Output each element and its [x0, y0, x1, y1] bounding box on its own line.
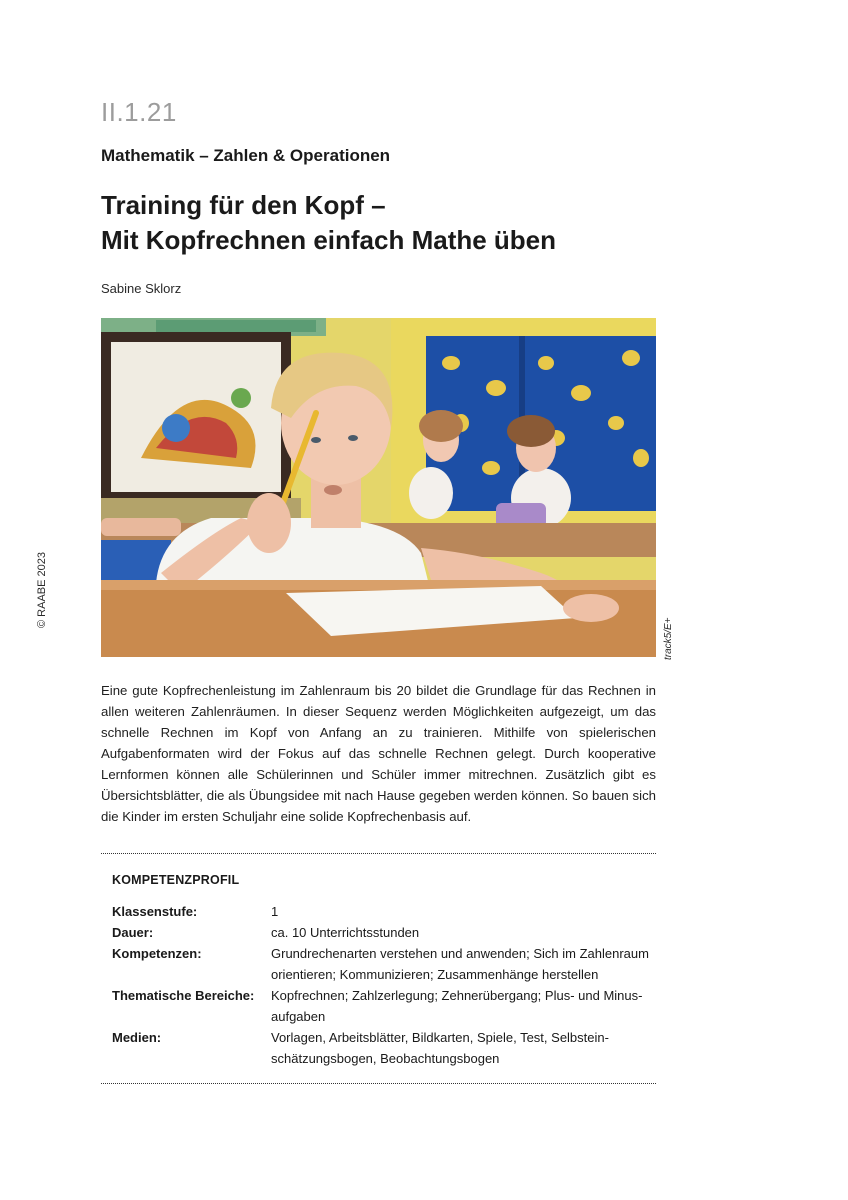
divider-bottom	[101, 1083, 656, 1084]
profile-label: Kompetenzen:	[112, 946, 202, 961]
profile-row	[112, 922, 652, 943]
subject-heading: Mathematik – Zahlen & Operationen	[101, 146, 391, 165]
copyright-notice: © RAABE 2023	[36, 552, 48, 628]
profile-row	[112, 1027, 652, 1069]
title-line-2: Mit Kopfrechnen einfach Mathe üben	[101, 225, 557, 255]
document-title	[101, 188, 556, 258]
photo-credit: track5/E+	[663, 617, 674, 660]
document-code: II.1.21	[101, 97, 177, 127]
profile-value: Vorlagen, Arbeitsblätter, Bildkarten, Spiele, Test, Selbsteinschätzungsbogen, Beobachtungsbogen	[271, 1030, 609, 1066]
profile-label: Dauer:	[112, 925, 154, 940]
profile-label: Klassenstufe:	[112, 904, 198, 919]
competence-profile	[112, 901, 652, 1069]
profile-value: Kopfrechnen; Zahlzerlegung; Zehnerübergang; Plus- und Minusaufgaben	[271, 988, 643, 1024]
profile-value: ca. 10 Unterrichtsstunden	[271, 925, 420, 940]
profile-row	[112, 901, 652, 922]
profile-value: 1	[271, 904, 279, 919]
profile-label: Medien:	[112, 1030, 162, 1045]
title-line-1: Training für den Kopf –	[101, 190, 386, 220]
classroom-photo-illustration	[101, 318, 656, 657]
profile-heading: KOMPETENZPROFIL	[112, 873, 240, 887]
profile-value: Grundrechenarten verstehen und anwenden; Sich im Zahlenraum orientieren; Kommunizieren; Zusammenhänge herstellen	[271, 946, 649, 982]
classroom-photo	[101, 318, 656, 657]
profile-row	[112, 943, 652, 985]
profile-row	[112, 985, 652, 1027]
intro-paragraph: Eine gute Kopfrechenleistung im Zahlenraum bis 20 bildet die Grundlage für das Rechnen in allen weiteren Zahlenräumen. In dieser Sequenz werden Möglichkeiten aufgezeigt, um das schnelle Rechnen im Kopf von Anfang an zu trainieren. Mithilfe von spielerischen Aufgabenformaten wird der Fokus auf das schnelle Rechnen gelegt. Durch kooperative Lernformen können alle Schülerinnen und Schüler immer mitrechnen. Zusätzlich gibt es Übersichtsblätter, die als Übungsidee mit nach Hause gegeben werden können. So bauen sich die Kinder im ersten Schuljahr eine solide Kopfrechenbasis auf.	[101, 683, 656, 824]
divider-top	[101, 853, 656, 854]
profile-label: Thematische Bereiche:	[112, 988, 255, 1003]
author: Sabine Sklorz	[101, 281, 182, 296]
